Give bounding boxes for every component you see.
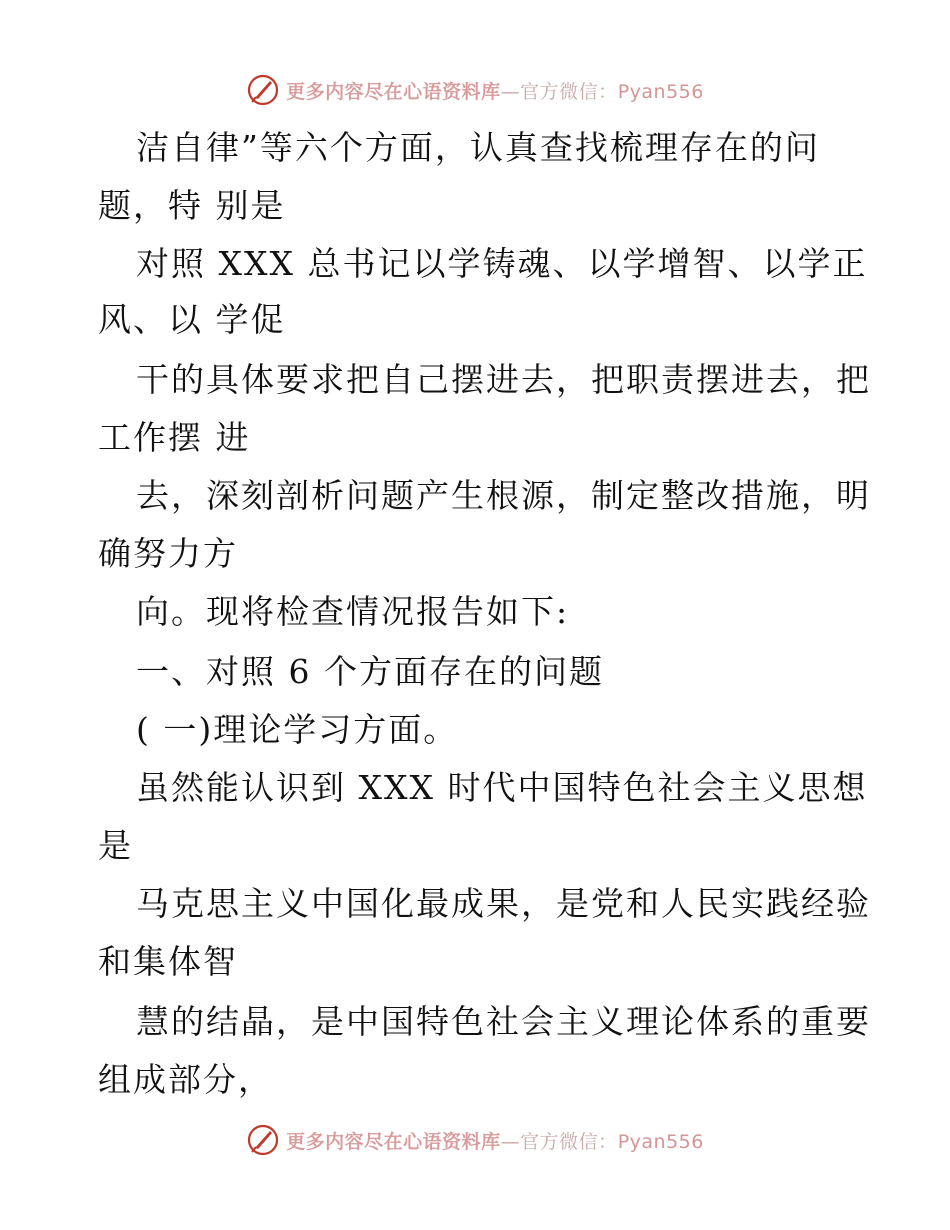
- watermark-text: [286, 77, 704, 104]
- watermark-suffix: 官方微信：: [520, 1130, 618, 1153]
- watermark-dash: —: [500, 80, 521, 103]
- quill-logo-icon: [246, 73, 280, 107]
- paragraph-line: 和集体智: [98, 942, 238, 981]
- paragraph-line: 题，特 别是: [98, 186, 286, 225]
- paragraph-line: 去，深刻剖析问题产生根源，制定整改措施，明: [136, 476, 871, 515]
- paragraph-line: 向。现将检查情况报告如下:: [136, 592, 570, 631]
- paragraph-line: 确努力方: [98, 534, 238, 573]
- watermark-suffix: 官方微信：: [520, 80, 618, 103]
- paragraph-line: 虽然能认识到 XXX 时代中国特色社会主义思想: [136, 768, 868, 807]
- watermark-header: [0, 70, 950, 110]
- paragraph-line: 风、以 学促: [98, 300, 286, 339]
- paragraph-line: 组成部分，: [98, 1060, 273, 1099]
- subsection-heading: ( 一)理论学习方面。: [136, 710, 459, 749]
- paragraph-line: 工作摆 进: [98, 418, 251, 457]
- paragraph-line: 洁自律”等六个方面，认真查找梳理存在的问: [136, 128, 820, 167]
- watermark-id: Pyan556: [617, 1130, 704, 1153]
- paragraph-line: 对照 XXX 总书记以学铸魂、以学增智、以学正: [136, 244, 868, 283]
- watermark-id: Pyan556: [617, 80, 704, 103]
- watermark-main: 更多内容尽在心语资料库: [286, 80, 501, 103]
- section-heading: 一、对照 6 个方面存在的问题: [136, 652, 604, 691]
- watermark-text: [286, 1127, 704, 1154]
- paragraph-line: 马克思主义中国化最成果，是党和人民实践经验: [136, 884, 871, 923]
- paragraph-line: 是: [98, 826, 133, 865]
- watermark-dash: —: [500, 1130, 521, 1153]
- paragraph-line: 干的具体要求把自己摆进去，把职责摆进去，把: [136, 360, 871, 399]
- watermark-main: 更多内容尽在心语资料库: [286, 1130, 501, 1153]
- paragraph-line: 慧的结晶，是中国特色社会主义理论体系的重要: [136, 1002, 871, 1041]
- quill-logo-icon: [246, 1123, 280, 1157]
- watermark-footer: [0, 1120, 950, 1160]
